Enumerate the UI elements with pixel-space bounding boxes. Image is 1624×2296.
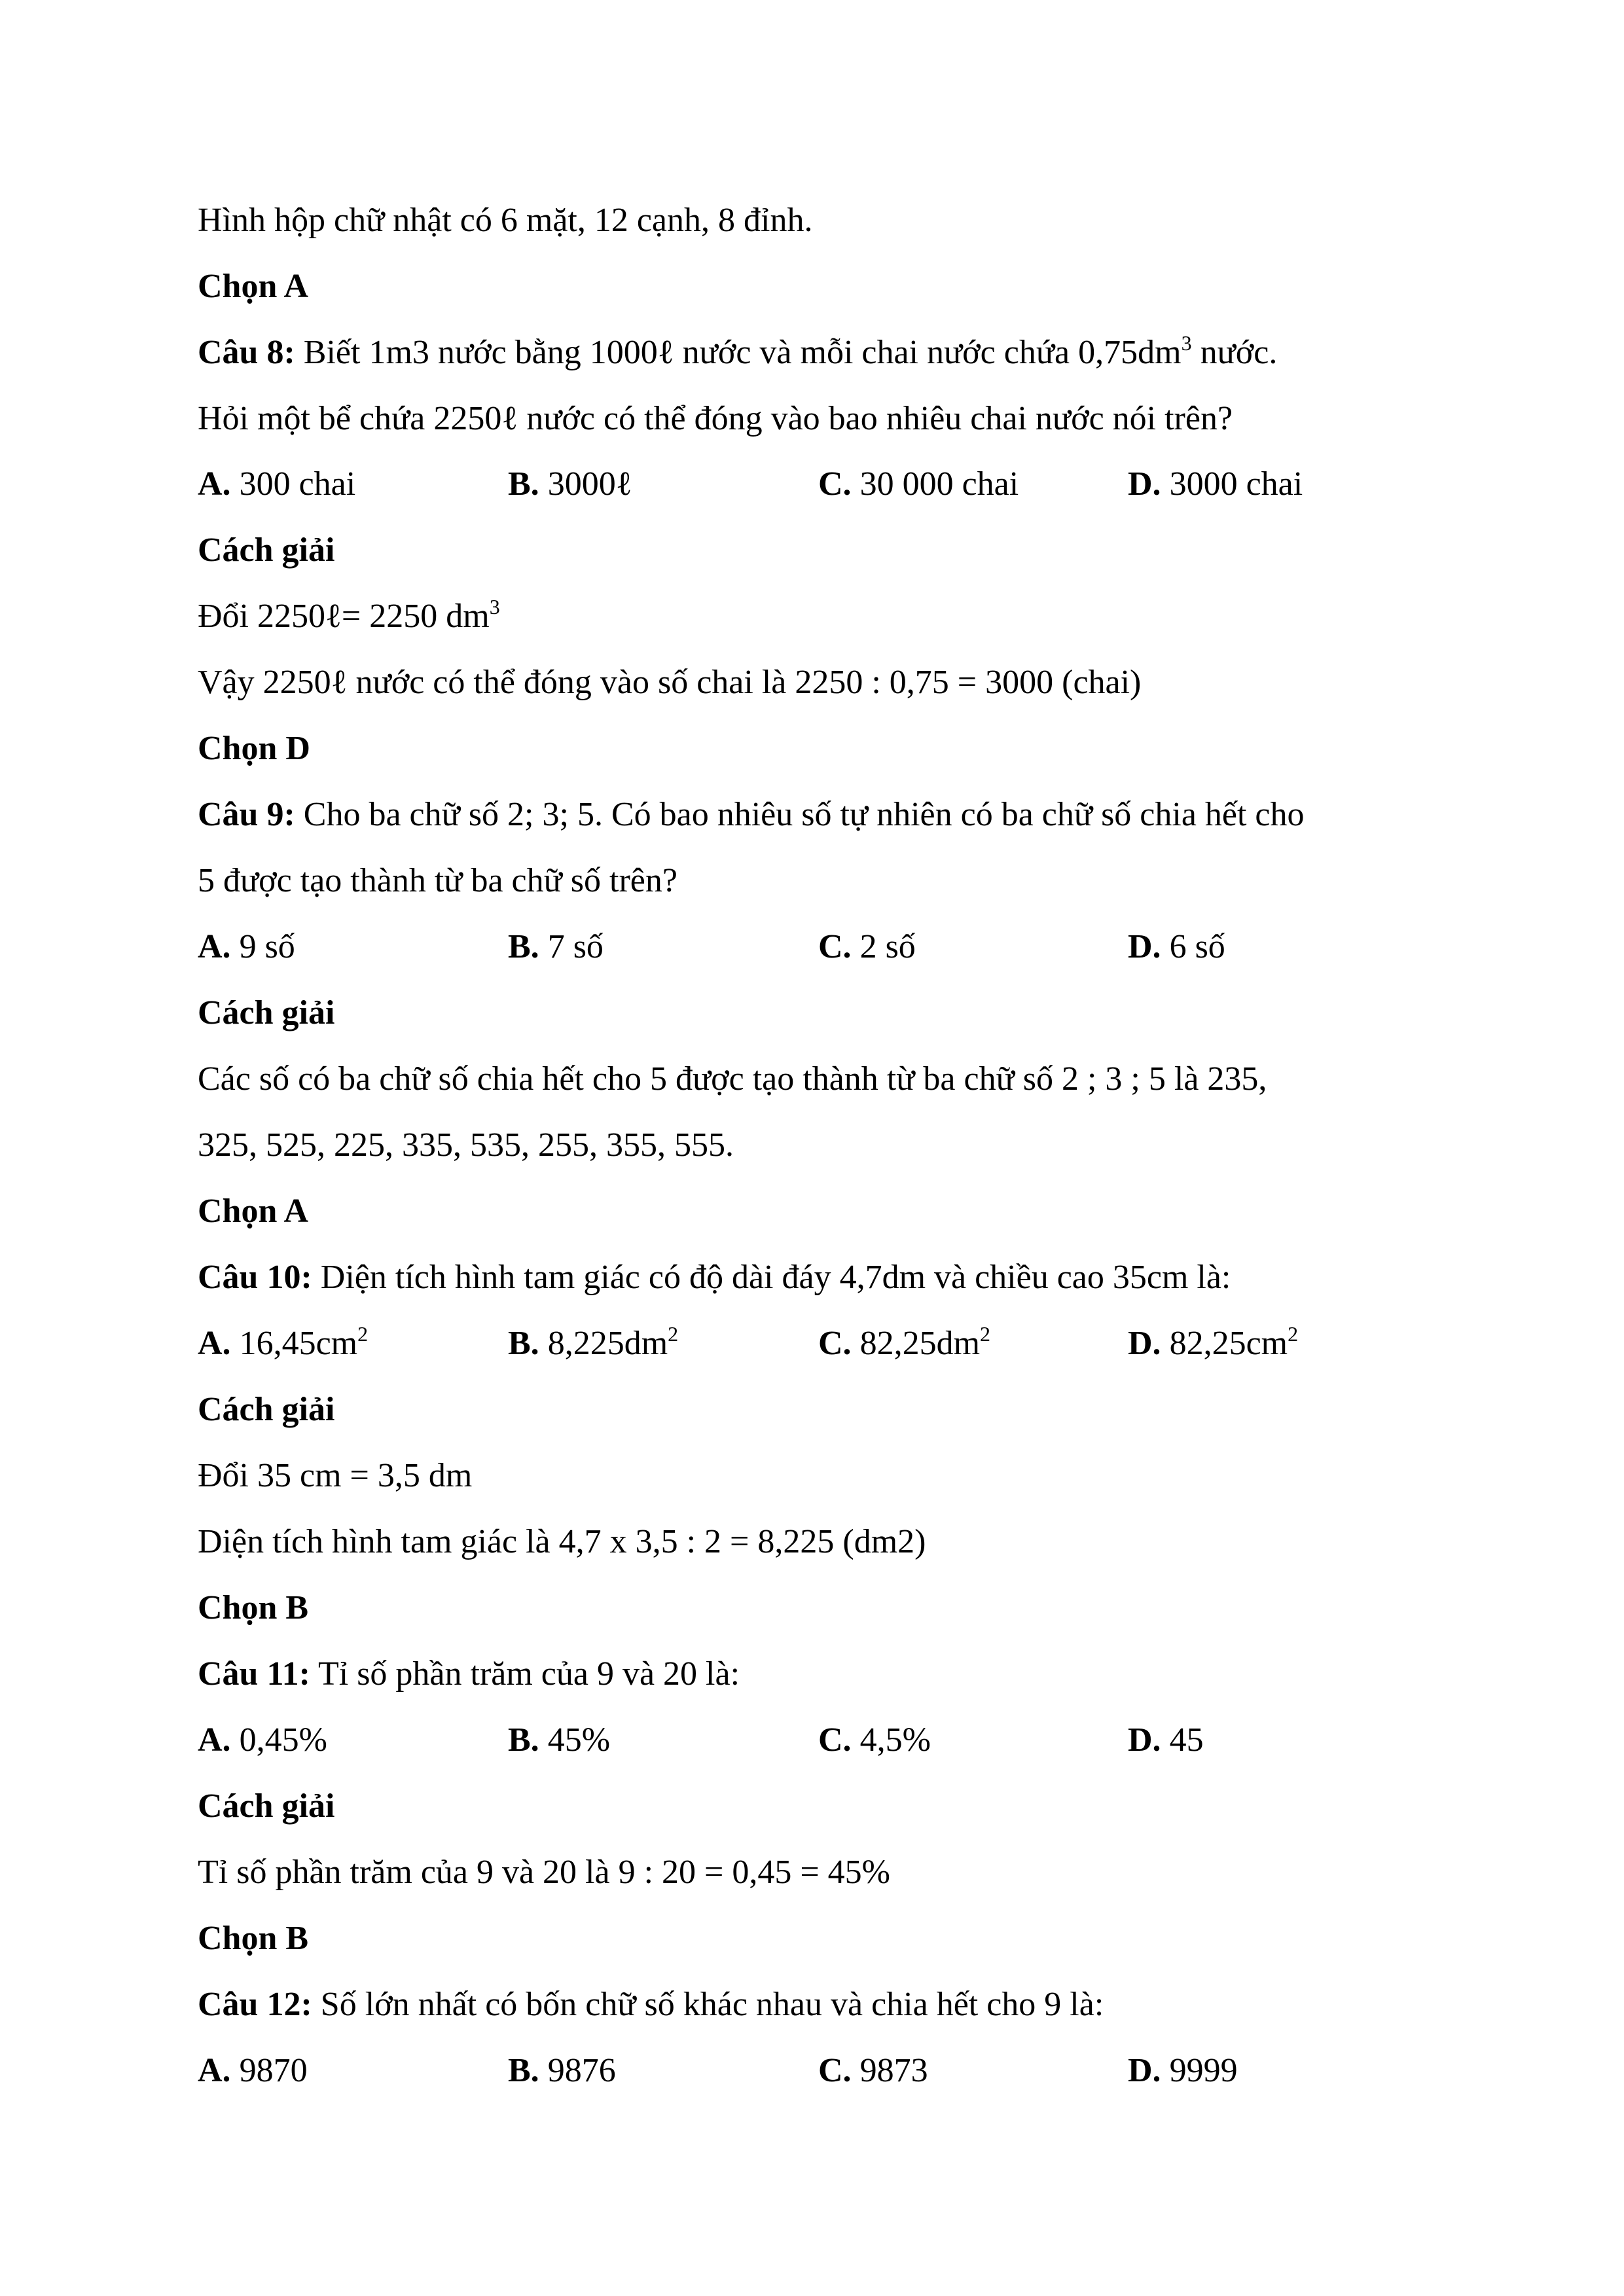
q10-options <box>0 1321 1624 1363</box>
q10-option-a: A. $16,45cm^2$ <box>198 1321 369 1362</box>
q10-option-d: D. $82,25cm^2$ <box>1128 1321 1299 1362</box>
q9-question-line-1: Câu 9: Cho ba chữ số 2; 3; 5. Có bao nhiêu số tự nhiên có ba chữ số chia hết cho <box>198 796 1305 833</box>
q9-answer: Chọn A <box>198 1193 309 1230</box>
q11-solution-line-1: Tỉ số phần trăm của 9 và 20 là 9 : 20 = 0,45 = 45% <box>198 1854 891 1891</box>
q9-option-a: A. 9 số <box>198 928 295 965</box>
q11-answer: Chọn B <box>198 1920 309 1957</box>
q9-option-c: C. 2 số <box>818 928 916 965</box>
q11-label: Câu 11: <box>198 1655 310 1693</box>
q12-option-d: D. 9999 <box>1128 2052 1238 2089</box>
q8-option-b: B. 3000ℓ <box>508 465 632 503</box>
q10-solution-line-1: Đổi 35 cm = 3,5 dm <box>198 1457 473 1494</box>
q12-option-c: C. 9873 <box>818 2052 928 2089</box>
q9-question-line-2: 5 được tạo thành từ ba chữ số trên? <box>198 862 677 899</box>
q12-label: Câu 12: <box>198 1986 312 2023</box>
q11-option-d: D. 45 <box>1128 1721 1204 1759</box>
q8-solution-line-1: Đổi 2250ℓ= 2250 $dm^3$ <box>198 594 500 635</box>
q10-solution-title: Cách giải <box>198 1391 335 1428</box>
q8-option-d: D. 3000 chai <box>1128 465 1303 503</box>
q12-question-line-1: Câu 12: Số lớn nhất có bốn chữ số khác nhau và chia hết cho 9 là: <box>198 1986 1104 2023</box>
q9-option-d: D. 6 số <box>1128 928 1225 965</box>
q8-answer: Chọn D <box>198 730 310 767</box>
q9-solution-title: Cách giải <box>198 994 335 1031</box>
q9-solution-line-1: Các số có ba chữ số chia hết cho 5 được tạo thành từ ba chữ số 2 ; 3 ; 5 là 235, <box>198 1060 1267 1098</box>
q9-label: Câu 9: <box>198 796 295 833</box>
q12-options <box>0 2051 1624 2090</box>
intro-text: Hình hộp chữ nhật có 6 mặt, 12 cạnh, 8 đỉnh. <box>198 202 813 239</box>
q10-label: Câu 10: <box>198 1259 312 1296</box>
q8-solution-title: Cách giải <box>198 531 335 569</box>
q10-solution-line-2: Diện tích hình tam giác là 4,7 x 3,5 : 2 = 8,225 (dm2) <box>198 1523 926 1560</box>
q8-label: Câu 8: <box>198 334 295 371</box>
q11-option-b: B. 45% <box>508 1721 611 1759</box>
q8-options <box>0 465 1624 504</box>
q8-question-line-1 <box>198 333 1277 372</box>
answer-prev: Chọn A <box>198 268 309 305</box>
q12-option-a: A. 9870 <box>198 2052 308 2089</box>
q11-options <box>0 1721 1624 1760</box>
q10-option-b: B. $8,225dm^2$ <box>508 1321 679 1362</box>
q8-text-1b: nước. <box>1191 334 1278 371</box>
q8-text-1-sup: 3 <box>1181 331 1192 355</box>
q10-question-line-1: Câu 10: Diện tích hình tam giác có độ dài đáy 4,7dm và chiều cao 35cm là: <box>198 1259 1231 1296</box>
q11-option-c: C. 4,5% <box>818 1721 931 1759</box>
q10-option-c: C. $82,25dm^2$ <box>818 1321 991 1362</box>
q11-option-a: A. 0,45% <box>198 1721 327 1759</box>
q9-solution-line-2: 325, 525, 225, 335, 535, 255, 355, 555. <box>198 1126 734 1164</box>
q12-option-b: B. 9876 <box>508 2052 616 2089</box>
q8-option-c: C. 30 000 chai <box>818 465 1019 503</box>
q10-answer: Chọn B <box>198 1589 309 1626</box>
q8-question-line-2: Hỏi một bể chứa 2250ℓ nước có thể đóng vào bao nhiêu chai nước nói trên? <box>198 400 1233 437</box>
q8-option-a: A. 300 chai <box>198 465 356 503</box>
q9-options <box>0 927 1624 967</box>
q8-text-1a: Biết 1m3 nước bằng 1000ℓ nước và mỗi chai nước chứa 0,75dm <box>295 334 1182 371</box>
q9-option-b: B. 7 số <box>508 928 604 965</box>
q11-question-line-1: Câu 11: Tỉ số phần trăm của 9 và 20 là: <box>198 1655 740 1693</box>
q11-solution-title: Cách giải <box>198 1787 335 1825</box>
q8-solution-line-2: Vậy 2250ℓ nước có thể đóng vào số chai là 2250 : 0,75 = 3000 (chai) <box>198 664 1142 701</box>
